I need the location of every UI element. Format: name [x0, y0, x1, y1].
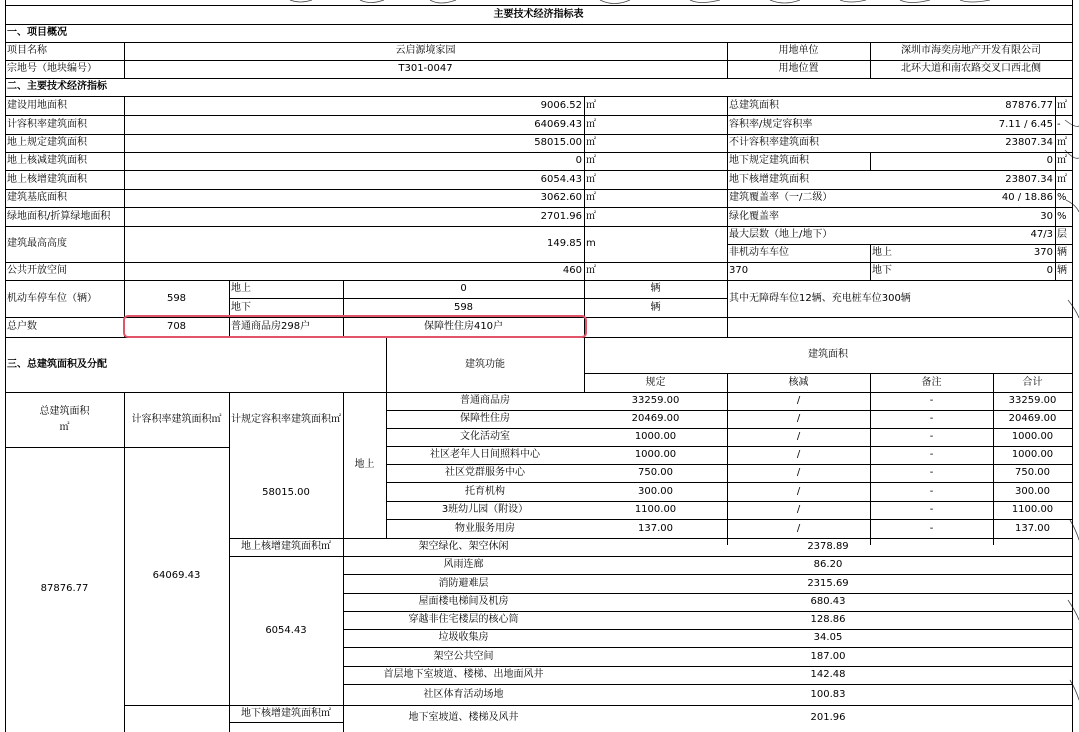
indicator-unit: ㎡ — [1057, 99, 1067, 111]
indicator-unit: ㎡ — [586, 173, 596, 185]
location: 北环大道和南农路交叉口西北侧 — [901, 63, 1041, 74]
sum-area: 33259.00 — [1008, 395, 1057, 406]
function-name: 物业服务用房 — [455, 522, 515, 534]
parcel-no: T301-0047 — [398, 63, 453, 74]
indicator-value: 64069.43 — [534, 118, 582, 130]
increase-item-name: 风雨连廊 — [443, 559, 484, 570]
spec-area-header: 计规定容积率建筑面积㎡ — [231, 413, 341, 425]
total-area-header — [5, 392, 124, 447]
below-item-value: 201.96 — [810, 712, 846, 723]
sum-area: 20469.00 — [1008, 413, 1057, 424]
increase-item-name: 穿越非住宅楼层的核心筒 — [408, 614, 519, 625]
indicator-unit: % — [1057, 210, 1067, 222]
height-label: 建筑最高高度 — [7, 238, 67, 249]
indicator-label: 容积率/规定容积率 — [729, 118, 813, 130]
public-space-value: 460 — [562, 265, 582, 276]
increase-item-value: 187.00 — [810, 650, 846, 662]
note-cell: - — [929, 467, 934, 478]
indicator-label: 地下规定建筑面积 — [729, 155, 809, 166]
spec-area: 1000.00 — [634, 449, 677, 460]
bike-label: 非机动车车位 — [729, 247, 789, 258]
indicator-value: 7.11 / 6.45 — [998, 118, 1053, 130]
bike-above-value: 370 — [1033, 247, 1053, 258]
indicator-unit: ㎡ — [586, 210, 596, 222]
note-cell: - — [929, 522, 934, 534]
indicator-value: 87876.77 — [1005, 99, 1053, 111]
indicator-label: 地上规定建筑面积 — [7, 137, 87, 148]
indicator-value: 23807.34 — [1005, 173, 1053, 185]
parking-note: 其中无障碍车位12辆、充电桩车位300辆 — [729, 292, 911, 304]
increase-item-name: 消防避难层 — [438, 577, 489, 589]
land-unit: 深圳市海奕房地产开发有限公司 — [901, 45, 1041, 56]
indicator-unit: ㎡ — [586, 118, 596, 130]
reduce-area: / — [796, 431, 801, 442]
note-cell: - — [929, 504, 934, 515]
bike-below-value: 0 — [1046, 265, 1053, 276]
above-ground-label: 地上 — [354, 459, 375, 470]
increase-item-value: 100.83 — [810, 688, 846, 700]
total-area-value: 87876.77 — [40, 583, 89, 594]
increase-item-value: 2315.69 — [807, 577, 849, 589]
sum-area: 750.00 — [1015, 467, 1050, 478]
grid-line — [124, 705, 230, 706]
indicator-unit: ㎡ — [586, 192, 596, 203]
sum-area: 137.00 — [1015, 522, 1050, 534]
reduce-area: / — [796, 395, 801, 406]
sum-area: 1000.00 — [1011, 449, 1054, 460]
indicator-label: 地上核减建筑面积 — [7, 155, 87, 166]
households-normal: 普通商品房298户 — [231, 321, 311, 332]
indicator-value: 30 — [1040, 210, 1053, 222]
increase-item-value: 128.86 — [810, 614, 846, 625]
indicator-value: 58015.00 — [534, 137, 582, 148]
sum-area: 1100.00 — [1011, 504, 1054, 515]
grid-line — [229, 722, 344, 723]
sheet-title: 主要技术经济指标表 — [493, 8, 584, 20]
indicator-unit: ㎡ — [586, 155, 596, 166]
indicator-label: 地上核增建筑面积 — [7, 173, 87, 185]
col-reduce: 核减 — [788, 376, 809, 388]
households-affordable: 保障性住房410户 — [423, 321, 504, 332]
parcel-label: 宗地号（地块编号） — [7, 63, 97, 74]
indicator-unit: ㎡ — [586, 137, 596, 148]
far-area-header: 计容积率建筑面积㎡ — [131, 413, 222, 425]
indicator-unit: ㎡ — [1057, 155, 1067, 166]
increase-item-value: 86.20 — [813, 559, 843, 570]
reduce-area: / — [796, 467, 801, 478]
indicator-value: 40 / 18.86 — [1001, 192, 1053, 203]
function-name: 普通商品房 — [460, 395, 510, 406]
indicator-label: 绿地面积/折算绿地面积 — [7, 210, 111, 222]
spec-area-value: 58015.00 — [262, 486, 310, 498]
increase-item-value: 142.48 — [810, 669, 846, 680]
public-space-unit: ㎡ — [586, 265, 596, 276]
function-name: 托育机构 — [465, 485, 505, 497]
sum-area: 300.00 — [1015, 485, 1050, 497]
increase-item-value: 34.05 — [813, 632, 843, 643]
households-label: 总户数 — [7, 321, 37, 332]
increase-item-name: 垃圾收集房 — [438, 632, 489, 643]
reduce-area: / — [796, 485, 801, 497]
indicator-unit: ㎡ — [1057, 137, 1067, 148]
increase-item-name: 社区体育活动场地 — [423, 688, 504, 700]
height-value: 149.85 — [547, 238, 582, 249]
spec-area: 1100.00 — [634, 504, 677, 515]
households-highlight-box — [123, 315, 587, 338]
parking-above-label: 地上 — [231, 283, 251, 294]
note-cell: - — [929, 485, 934, 497]
indicator-value: 3062.60 — [540, 192, 582, 203]
section1-heading: 一、项目概况 — [7, 27, 67, 38]
indicator-value: 0 — [575, 155, 582, 166]
project-name: 云启源境家园 — [395, 45, 456, 56]
increase-item-name: 架空绿化、架空休闲 — [418, 541, 509, 552]
function-name: 3班幼儿园（附设） — [441, 504, 529, 515]
indicator-value: 9006.52 — [540, 99, 582, 111]
sum-area: 1000.00 — [1011, 431, 1054, 442]
project-name-label: 项目名称 — [7, 45, 47, 56]
parking-label: 机动车停车位（辆） — [7, 292, 97, 304]
reduce-area: / — [796, 504, 801, 515]
col-spec: 规定 — [645, 376, 666, 388]
bike-above-label: 地上 — [872, 247, 892, 258]
total-area-unit: ㎡ — [59, 421, 70, 433]
function-name: 社区党群服务中心 — [445, 467, 525, 478]
indicator-value: 6054.43 — [540, 173, 582, 185]
parking-unit: 辆 — [650, 301, 661, 313]
indicator-label: 绿化覆盖率 — [729, 210, 779, 222]
floors-label: 最大层数（地上/地下） — [729, 229, 833, 240]
bike-unit: 辆 — [1057, 247, 1067, 258]
far-area-value: 64069.43 — [152, 570, 201, 581]
spec-area: 300.00 — [638, 485, 673, 497]
col-area: 建筑面积 — [808, 349, 848, 360]
col-note: 备注 — [921, 376, 942, 388]
increase-item-name: 架空公共空间 — [433, 650, 494, 662]
function-name: 文化活动室 — [460, 431, 510, 442]
households-total: 708 — [166, 321, 187, 332]
floors-unit: 层 — [1057, 229, 1067, 240]
bike-total: 370 — [729, 265, 749, 276]
indicator-label: 建筑基底面积 — [7, 192, 67, 203]
public-space-label: 公共开放空间 — [7, 265, 67, 276]
above-increase-value: 6054.43 — [265, 624, 307, 636]
above-increase-label: 地上核增建筑面积㎡ — [241, 541, 331, 552]
parking-total: 598 — [166, 292, 187, 304]
indicator-label: 建筑覆盖率（一/二级） — [729, 192, 833, 203]
indicator-unit: ㎡ — [1057, 173, 1067, 185]
indicator-value: 2701.96 — [540, 210, 582, 222]
note-cell: - — [929, 449, 934, 460]
below-increase-label: 地下核增建筑面积㎡ — [241, 707, 331, 719]
floors-value: 47/3 — [1030, 229, 1053, 240]
increase-item-value: 2378.89 — [807, 541, 849, 552]
increase-item-value: 680.43 — [810, 596, 846, 607]
spec-area: 750.00 — [638, 467, 673, 478]
indicator-unit: - — [1057, 118, 1061, 130]
spec-area: 137.00 — [638, 522, 673, 534]
note-cell: - — [929, 395, 934, 406]
function-name: 保障性住房 — [460, 413, 510, 424]
indicator-label: 不计容积率建筑面积 — [729, 137, 819, 148]
parking-below-label: 地下 — [231, 301, 251, 313]
indicator-label: 地下核增建筑面积 — [729, 173, 809, 185]
indicator-unit: % — [1057, 192, 1067, 203]
height-unit: m — [586, 238, 596, 249]
function-name: 社区老年人日间照料中心 — [430, 449, 540, 460]
indicator-label: 建设用地面积 — [7, 99, 67, 111]
parking-unit: 辆 — [650, 283, 661, 294]
reduce-area: / — [796, 522, 801, 534]
note-cell: - — [929, 413, 934, 424]
section2-heading: 二、主要技术经济指标 — [7, 81, 107, 92]
spec-area: 1000.00 — [634, 431, 677, 442]
parking-above-value: 0 — [460, 283, 467, 294]
parking-below-value: 598 — [453, 301, 474, 313]
below-item-name: 地下室坡道、楼梯及风井 — [408, 712, 519, 723]
spec-area: 33259.00 — [631, 395, 680, 406]
section3-heading: 三、总建筑面积及分配 — [7, 358, 107, 370]
increase-item-name: 首层地下室坡道、楼梯、出地面风井 — [383, 669, 544, 680]
note-cell: - — [929, 431, 934, 442]
bike-unit: 辆 — [1057, 265, 1067, 276]
spec-area: 20469.00 — [631, 413, 680, 424]
indicator-value: 23807.34 — [1005, 137, 1053, 148]
location-label: 用地位置 — [778, 63, 819, 74]
col-sum: 合计 — [1022, 376, 1043, 388]
indicator-label: 计容积率建筑面积 — [7, 118, 87, 130]
reduce-area: / — [796, 449, 801, 460]
total-area-label: 总建筑面积 — [39, 405, 90, 417]
indicator-unit: ㎡ — [586, 99, 596, 111]
reduce-area: / — [796, 413, 801, 424]
col-function: 建筑功能 — [465, 358, 505, 370]
grid-line — [1072, 0, 1073, 732]
indicator-value: 0 — [1046, 155, 1053, 166]
bike-below-label: 地下 — [872, 265, 892, 276]
indicator-label: 总建筑面积 — [729, 99, 779, 111]
land-unit-label: 用地单位 — [778, 45, 819, 56]
increase-item-name: 屋面楼电梯间及机房 — [418, 596, 509, 607]
